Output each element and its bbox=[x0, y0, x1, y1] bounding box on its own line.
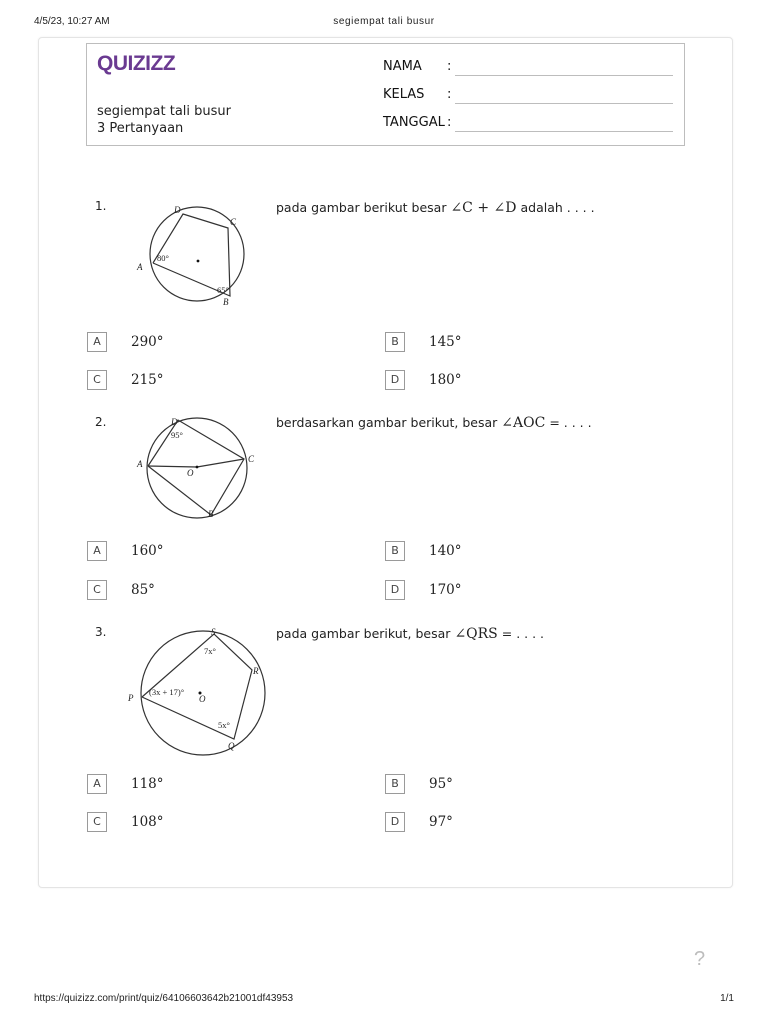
name-label: NAMA bbox=[383, 59, 422, 74]
answer-option[interactable] bbox=[87, 370, 287, 390]
option-letter: B bbox=[385, 774, 405, 794]
question-count: 3 Pertanyaan bbox=[97, 121, 184, 136]
name-line bbox=[455, 75, 673, 76]
question-text-end: adalah . . . . bbox=[520, 200, 595, 215]
question-text: pada gambar berikut besar bbox=[276, 200, 447, 215]
angle-q-label: 5x° bbox=[218, 720, 230, 730]
question-mark-icon[interactable]: ? bbox=[694, 948, 706, 970]
field-colon: : bbox=[447, 115, 452, 130]
option-value: 95° bbox=[429, 776, 453, 792]
question-1-figure bbox=[127, 198, 265, 308]
class-field[interactable] bbox=[383, 87, 673, 105]
quizizz-logo: QUIZIZZ bbox=[97, 52, 176, 75]
question-2-figure bbox=[135, 414, 267, 522]
question-text: pada gambar berikut, besar bbox=[276, 626, 451, 641]
option-value: 160° bbox=[131, 543, 164, 559]
print-header bbox=[34, 16, 734, 30]
answer-option[interactable] bbox=[385, 774, 585, 794]
option-value: 108° bbox=[131, 814, 164, 830]
option-letter: D bbox=[385, 370, 405, 390]
point-d-label: D bbox=[171, 417, 178, 427]
angle-b-label: 65° bbox=[217, 285, 229, 295]
point-a-label: A bbox=[137, 459, 143, 469]
option-value: 85° bbox=[131, 582, 155, 598]
answer-option[interactable] bbox=[385, 332, 585, 352]
point-c-label: C bbox=[248, 454, 255, 464]
answer-option[interactable] bbox=[87, 812, 287, 832]
field-colon: : bbox=[447, 59, 452, 74]
option-letter: C bbox=[87, 370, 107, 390]
question-3-figure bbox=[126, 624, 271, 756]
worksheet-info-box bbox=[86, 43, 685, 146]
option-letter: C bbox=[87, 580, 107, 600]
question-text-end: = . . . . bbox=[501, 626, 545, 641]
option-value: 170° bbox=[429, 582, 462, 598]
option-value: 97° bbox=[429, 814, 453, 830]
option-value: 290° bbox=[131, 334, 164, 350]
answer-option[interactable] bbox=[87, 774, 287, 794]
question-text-end: = . . . . bbox=[549, 415, 592, 430]
angle-p-label: (3x + 17)° bbox=[149, 687, 185, 697]
option-letter: A bbox=[87, 541, 107, 561]
question-3-text bbox=[276, 626, 544, 642]
angle-a-label: 80° bbox=[157, 253, 169, 263]
print-datetime: 4/5/23, 10:27 AM bbox=[34, 16, 110, 27]
option-letter: B bbox=[385, 541, 405, 561]
question-2-text bbox=[276, 415, 592, 431]
class-label: KELAS bbox=[383, 87, 425, 102]
point-s-label: S bbox=[211, 627, 216, 637]
date-line bbox=[455, 131, 673, 132]
point-o-label: O bbox=[199, 694, 206, 704]
point-b-label: B bbox=[208, 509, 214, 519]
question-number: 1. bbox=[95, 199, 107, 213]
option-value: 215° bbox=[131, 372, 164, 388]
option-value: 140° bbox=[429, 543, 462, 559]
question-math: ∠AOC bbox=[501, 415, 546, 431]
question-number: 3. bbox=[95, 625, 107, 639]
field-colon: : bbox=[447, 87, 452, 102]
answer-option[interactable] bbox=[87, 580, 287, 600]
question-math: ∠C + ∠D bbox=[450, 200, 517, 216]
question-1-text bbox=[276, 200, 595, 216]
angle-d-label: 95° bbox=[171, 430, 183, 440]
option-value: 118° bbox=[131, 776, 164, 792]
print-page-number: 1/1 bbox=[720, 993, 734, 1004]
point-a-label: A bbox=[137, 262, 143, 272]
option-letter: D bbox=[385, 812, 405, 832]
print-title: segiempat tali busur bbox=[333, 16, 435, 27]
point-p-label: P bbox=[128, 693, 134, 703]
answer-option[interactable] bbox=[385, 370, 585, 390]
option-letter: A bbox=[87, 774, 107, 794]
date-field[interactable] bbox=[383, 115, 673, 133]
question-text: berdasarkan gambar berikut, besar bbox=[276, 415, 498, 430]
question-number: 2. bbox=[95, 415, 107, 429]
point-r-label: R bbox=[253, 666, 259, 676]
point-q-label: Q bbox=[228, 741, 235, 751]
option-letter: A bbox=[87, 332, 107, 352]
class-line bbox=[455, 103, 673, 104]
option-letter: B bbox=[385, 332, 405, 352]
name-field[interactable] bbox=[383, 59, 673, 77]
option-letter: D bbox=[385, 580, 405, 600]
point-d-label: D bbox=[174, 205, 181, 215]
print-url: https://quizizz.com/print/quiz/64106603642b21001df43953 bbox=[34, 993, 294, 1004]
point-o-label: O bbox=[187, 468, 194, 478]
point-b-label: B bbox=[223, 297, 229, 307]
date-label: TANGGAL bbox=[383, 115, 445, 130]
question-math: ∠QRS bbox=[454, 626, 498, 642]
answer-option[interactable] bbox=[385, 580, 585, 600]
answer-option[interactable] bbox=[87, 332, 287, 352]
quiz-title: segiempat tali busur bbox=[97, 104, 232, 119]
print-footer bbox=[34, 993, 734, 1007]
option-value: 145° bbox=[429, 334, 462, 350]
angle-s-label: 7x° bbox=[204, 646, 216, 656]
option-letter: C bbox=[87, 812, 107, 832]
answer-option[interactable] bbox=[385, 541, 585, 561]
option-value: 180° bbox=[429, 372, 462, 388]
answer-option[interactable] bbox=[385, 812, 585, 832]
answer-option[interactable] bbox=[87, 541, 287, 561]
point-c-label: C bbox=[230, 217, 237, 227]
